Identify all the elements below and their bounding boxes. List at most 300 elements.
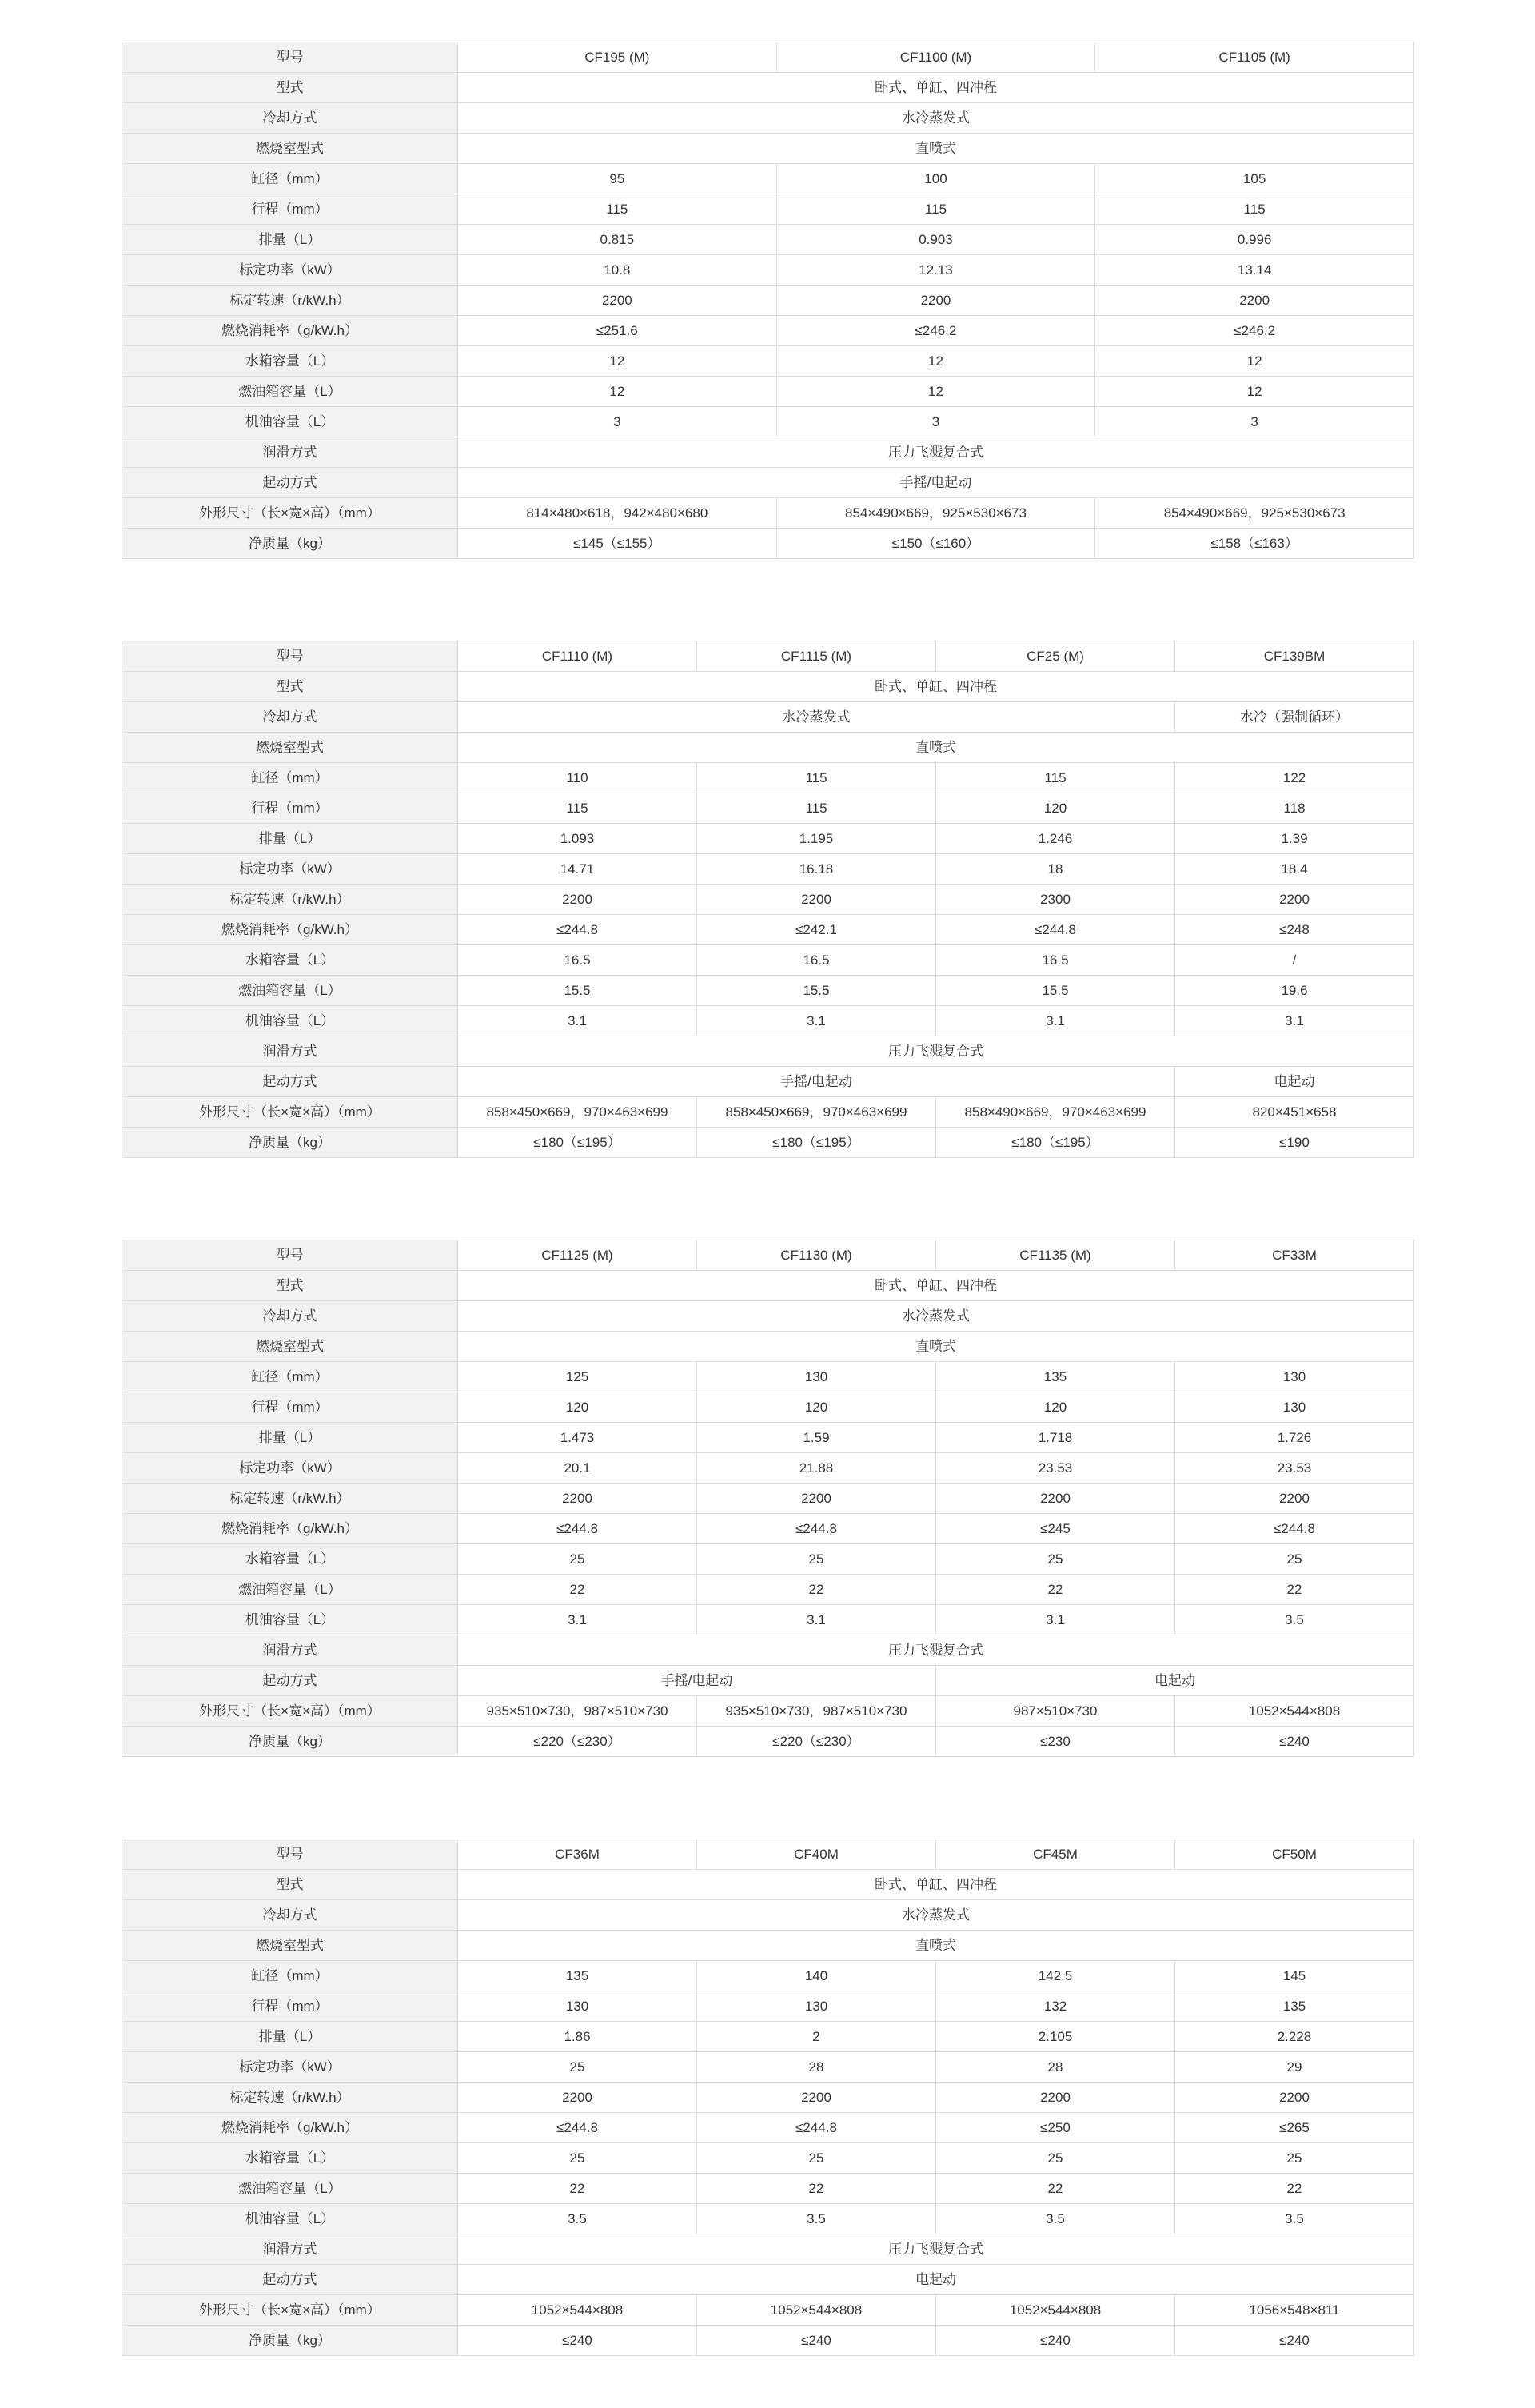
table-row: [122, 1332, 1414, 1362]
spec-cell: 120: [936, 1392, 1175, 1423]
spec-cell: 1.473: [458, 1423, 697, 1453]
spec-row-label: 排量（L）: [122, 824, 458, 854]
spec-cell: 1052×544×808: [1175, 1696, 1414, 1727]
spec-tables-container: [0, 42, 1535, 2356]
spec-row-label: 净质量（kg）: [122, 2326, 458, 2356]
spec-cell: ≤244.8: [1175, 1514, 1414, 1544]
spec-cell: 15.5: [936, 976, 1175, 1006]
spec-row-label: 净质量（kg）: [122, 529, 458, 559]
spec-row-label: 标定功率（kW）: [122, 1453, 458, 1484]
spec-cell: 115: [776, 194, 1095, 225]
spec-cell: ≤250: [936, 2113, 1175, 2143]
spec-row-label: 燃烧室型式: [122, 1931, 458, 1961]
spec-row-label: 外形尺寸（长×宽×高）（mm）: [122, 498, 458, 529]
table-row: [122, 346, 1414, 377]
spec-cell: 手摇/电起动: [458, 468, 1414, 498]
spec-cell: 3: [458, 407, 777, 437]
spec-cell: 0.815: [458, 225, 777, 255]
table-row: [122, 2083, 1414, 2113]
spec-row-label: 标定功率（kW）: [122, 854, 458, 885]
spec-cell: 3.5: [1175, 1605, 1414, 1635]
spec-cell: 12: [776, 377, 1095, 407]
spec-cell: 2200: [776, 286, 1095, 316]
spec-cell: CF45M: [936, 1839, 1175, 1870]
spec-row-label: 缸径（mm）: [122, 763, 458, 793]
spec-cell: 854×490×669，925×530×673: [1095, 498, 1414, 529]
spec-cell: 135: [458, 1961, 697, 1991]
spec-row-label: 标定功率（kW）: [122, 255, 458, 286]
spec-cell: 115: [458, 793, 697, 824]
spec-cell: 2200: [458, 885, 697, 915]
table-row: [122, 1423, 1414, 1453]
spec-cell: 28: [936, 2052, 1175, 2083]
spec-table: [122, 1839, 1414, 2356]
spec-cell: 2200: [936, 1484, 1175, 1514]
table-row: [122, 73, 1414, 103]
spec-cell: 987×510×730: [936, 1696, 1175, 1727]
spec-cell: 1056×548×811: [1175, 2295, 1414, 2326]
spec-cell: ≤220（≤230）: [697, 1727, 936, 1757]
spec-row-label: 燃烧室型式: [122, 733, 458, 763]
table-row: [122, 316, 1414, 346]
table-row: [122, 42, 1414, 73]
spec-row-label: 冷却方式: [122, 702, 458, 733]
spec-row-label: 起动方式: [122, 1666, 458, 1696]
table-row: [122, 672, 1414, 702]
table-row: [122, 1727, 1414, 1757]
table-row: [122, 945, 1414, 976]
spec-cell: 25: [936, 2143, 1175, 2174]
spec-row-label: 缸径（mm）: [122, 1961, 458, 1991]
spec-cell: CF1125 (M): [458, 1240, 697, 1271]
spec-cell: 19.6: [1175, 976, 1414, 1006]
table-row: [122, 2022, 1414, 2052]
spec-cell: 2200: [697, 885, 936, 915]
spec-row-label: 净质量（kg）: [122, 1128, 458, 1158]
spec-row-label: 排量（L）: [122, 2022, 458, 2052]
spec-cell: 125: [458, 1362, 697, 1392]
spec-cell: 25: [1175, 2143, 1414, 2174]
spec-cell: 12: [1095, 346, 1414, 377]
spec-row-label: 标定转速（r/kW.h）: [122, 1484, 458, 1514]
spec-cell: 18: [936, 854, 1175, 885]
spec-row-label: 水箱容量（L）: [122, 945, 458, 976]
spec-cell: 3.1: [458, 1006, 697, 1036]
spec-row-label: 起动方式: [122, 1067, 458, 1097]
spec-cell: ≤240: [458, 2326, 697, 2356]
spec-cell: 卧式、单缸、四冲程: [458, 1271, 1414, 1301]
spec-cell: ≤180（≤195）: [458, 1128, 697, 1158]
spec-cell: ≤244.8: [936, 915, 1175, 945]
spec-cell: 1.718: [936, 1423, 1175, 1453]
spec-cell: 2200: [1095, 286, 1414, 316]
spec-cell: ≤251.6: [458, 316, 777, 346]
table-row: [122, 2174, 1414, 2204]
spec-cell: 电起动: [458, 2265, 1414, 2295]
spec-table: [122, 42, 1414, 559]
spec-cell: 25: [936, 1544, 1175, 1575]
spec-row-label: 型号: [122, 641, 458, 672]
table-row: [122, 194, 1414, 225]
table-row: [122, 854, 1414, 885]
table-row: [122, 1362, 1414, 1392]
spec-cell: ≤245: [936, 1514, 1175, 1544]
spec-row-label: 净质量（kg）: [122, 1727, 458, 1757]
spec-row-label: 型式: [122, 73, 458, 103]
spec-cell: 100: [776, 164, 1095, 194]
table-row: [122, 1240, 1414, 1271]
spec-cell: ≤242.1: [697, 915, 936, 945]
table-row: [122, 976, 1414, 1006]
spec-cell: 3.1: [458, 1605, 697, 1635]
table-row: [122, 437, 1414, 468]
spec-row-label: 燃烧消耗率（g/kW.h）: [122, 2113, 458, 2143]
spec-cell: 3.1: [1175, 1006, 1414, 1036]
spec-cell: 卧式、单缸、四冲程: [458, 672, 1414, 702]
spec-cell: 22: [1175, 1575, 1414, 1605]
spec-cell: 130: [1175, 1392, 1414, 1423]
spec-cell: 23.53: [936, 1453, 1175, 1484]
spec-cell: ≤248: [1175, 915, 1414, 945]
spec-cell: 水冷（强制循环）: [1175, 702, 1414, 733]
spec-row-label: 水箱容量（L）: [122, 1544, 458, 1575]
table-row: [122, 407, 1414, 437]
spec-cell: ≤240: [697, 2326, 936, 2356]
spec-cell: 132: [936, 1991, 1175, 2022]
table-row: [122, 255, 1414, 286]
table-row: [122, 1605, 1414, 1635]
spec-cell: 2200: [458, 1484, 697, 1514]
spec-row-label: 机油容量（L）: [122, 1006, 458, 1036]
spec-cell: 1052×544×808: [697, 2295, 936, 2326]
spec-cell: 115: [1095, 194, 1414, 225]
spec-cell: 3.1: [936, 1006, 1175, 1036]
spec-row-label: 排量（L）: [122, 1423, 458, 1453]
table-row: [122, 1931, 1414, 1961]
spec-cell: 115: [458, 194, 777, 225]
spec-cell: CF50M: [1175, 1839, 1414, 1870]
spec-row-label: 型式: [122, 1271, 458, 1301]
table-row: [122, 1961, 1414, 1991]
table-row: [122, 1839, 1414, 1870]
spec-cell: 130: [697, 1362, 936, 1392]
spec-cell: 1.093: [458, 824, 697, 854]
spec-cell: 95: [458, 164, 777, 194]
spec-cell: 3.1: [936, 1605, 1175, 1635]
spec-cell: 130: [1175, 1362, 1414, 1392]
spec-cell: 1.726: [1175, 1423, 1414, 1453]
table-row: [122, 2052, 1414, 2083]
table-row: [122, 1392, 1414, 1423]
spec-cell: ≤244.8: [458, 2113, 697, 2143]
table-row: [122, 1666, 1414, 1696]
spec-cell: ≤244.8: [458, 915, 697, 945]
table-row: [122, 1900, 1414, 1931]
spec-cell: 压力飞溅复合式: [458, 1635, 1414, 1666]
spec-cell: ≤180（≤195）: [936, 1128, 1175, 1158]
spec-cell: ≤246.2: [1095, 316, 1414, 346]
table-row: [122, 1036, 1414, 1067]
spec-cell: 120: [697, 1392, 936, 1423]
spec-cell: 手摇/电起动: [458, 1067, 1175, 1097]
spec-row-label: 机油容量（L）: [122, 2204, 458, 2234]
spec-cell: 1052×544×808: [458, 2295, 697, 2326]
spec-cell: CF1135 (M): [936, 1240, 1175, 1271]
spec-row-label: 型号: [122, 42, 458, 73]
spec-cell: 15.5: [697, 976, 936, 1006]
spec-row-label: 燃烧室型式: [122, 1332, 458, 1362]
spec-cell: 16.18: [697, 854, 936, 885]
spec-cell: 25: [458, 2143, 697, 2174]
spec-row-label: 标定功率（kW）: [122, 2052, 458, 2083]
spec-cell: ≤240: [1175, 2326, 1414, 2356]
spec-cell: 电起动: [1175, 1067, 1414, 1097]
spec-cell: ≤244.8: [697, 1514, 936, 1544]
spec-cell: 卧式、单缸、四冲程: [458, 73, 1414, 103]
spec-cell: 2200: [697, 2083, 936, 2113]
spec-cell: ≤240: [936, 2326, 1175, 2356]
spec-cell: 25: [697, 1544, 936, 1575]
spec-cell: ≤220（≤230）: [458, 1727, 697, 1757]
spec-cell: CF40M: [697, 1839, 936, 1870]
spec-row-label: 燃油箱容量（L）: [122, 2174, 458, 2204]
spec-cell: 25: [458, 2052, 697, 2083]
spec-cell: /: [1175, 945, 1414, 976]
spec-cell: 820×451×658: [1175, 1097, 1414, 1128]
spec-cell: ≤145（≤155）: [458, 529, 777, 559]
spec-cell: CF33M: [1175, 1240, 1414, 1271]
spec-cell: 118: [1175, 793, 1414, 824]
spec-table-block: [122, 1240, 1413, 1757]
spec-cell: 直喷式: [458, 134, 1414, 164]
spec-cell: 22: [697, 1575, 936, 1605]
spec-cell: 12.13: [776, 255, 1095, 286]
spec-cell: 2200: [936, 2083, 1175, 2113]
table-row: [122, 1870, 1414, 1900]
spec-cell: 12: [458, 346, 777, 377]
spec-table: [122, 641, 1414, 1158]
table-row: [122, 377, 1414, 407]
table-row: [122, 2234, 1414, 2265]
table-row: [122, 1271, 1414, 1301]
spec-cell: 压力飞溅复合式: [458, 437, 1414, 468]
spec-cell: 135: [936, 1362, 1175, 1392]
spec-cell: 3.5: [936, 2204, 1175, 2234]
spec-table-block: [122, 1839, 1413, 2356]
spec-cell: 142.5: [936, 1961, 1175, 1991]
spec-cell: 858×450×669，970×463×699: [697, 1097, 936, 1128]
spec-cell: CF1115 (M): [697, 641, 936, 672]
spec-cell: 1.246: [936, 824, 1175, 854]
spec-cell: 29: [1175, 2052, 1414, 2083]
spec-cell: 3: [1095, 407, 1414, 437]
spec-cell: 145: [1175, 1961, 1414, 1991]
spec-cell: 手摇/电起动: [458, 1666, 936, 1696]
spec-cell: ≤240: [1175, 1727, 1414, 1757]
spec-cell: 22: [936, 2174, 1175, 2204]
spec-cell: 2.105: [936, 2022, 1175, 2052]
spec-cell: 105: [1095, 164, 1414, 194]
spec-cell: CF195 (M): [458, 42, 777, 73]
spec-cell: 12: [1095, 377, 1414, 407]
spec-row-label: 标定转速（r/kW.h）: [122, 2083, 458, 2113]
table-row: [122, 1128, 1414, 1158]
table-row: [122, 225, 1414, 255]
spec-cell: 22: [458, 2174, 697, 2204]
table-row: [122, 1067, 1414, 1097]
table-row: [122, 529, 1414, 559]
spec-cell: CF1100 (M): [776, 42, 1095, 73]
spec-cell: 1.59: [697, 1423, 936, 1453]
spec-table-block: [122, 42, 1413, 559]
spec-cell: 2200: [458, 2083, 697, 2113]
spec-table: [122, 1240, 1414, 1757]
spec-cell: 135: [1175, 1991, 1414, 2022]
spec-row-label: 水箱容量（L）: [122, 346, 458, 377]
spec-cell: 3.1: [697, 1006, 936, 1036]
spec-row-label: 行程（mm）: [122, 1392, 458, 1423]
table-row: [122, 1635, 1414, 1666]
spec-cell: 25: [458, 1544, 697, 1575]
spec-row-label: 型式: [122, 1870, 458, 1900]
spec-cell: 814×480×618，942×480×680: [458, 498, 777, 529]
table-row: [122, 1097, 1414, 1128]
spec-cell: 12: [776, 346, 1095, 377]
spec-cell: CF1105 (M): [1095, 42, 1414, 73]
spec-cell: 858×490×669，970×463×699: [936, 1097, 1175, 1128]
spec-cell: 3.5: [1175, 2204, 1414, 2234]
spec-cell: CF139BM: [1175, 641, 1414, 672]
spec-cell: 28: [697, 2052, 936, 2083]
spec-cell: CF36M: [458, 1839, 697, 1870]
spec-cell: 10.8: [458, 255, 777, 286]
spec-cell: 电起动: [936, 1666, 1414, 1696]
spec-cell: 2200: [458, 286, 777, 316]
spec-cell: 压力飞溅复合式: [458, 1036, 1414, 1067]
spec-cell: 1.195: [697, 824, 936, 854]
table-row: [122, 2143, 1414, 2174]
spec-cell: 23.53: [1175, 1453, 1414, 1484]
spec-cell: 115: [697, 793, 936, 824]
spec-cell: 直喷式: [458, 733, 1414, 763]
spec-row-label: 燃烧消耗率（g/kW.h）: [122, 915, 458, 945]
spec-cell: 14.71: [458, 854, 697, 885]
spec-cell: 22: [936, 1575, 1175, 1605]
spec-cell: 22: [697, 2174, 936, 2204]
spec-row-label: 外形尺寸（长×宽×高）（mm）: [122, 1097, 458, 1128]
table-row: [122, 2295, 1414, 2326]
spec-cell: 水冷蒸发式: [458, 1301, 1414, 1332]
spec-row-label: 润滑方式: [122, 437, 458, 468]
table-row: [122, 103, 1414, 134]
spec-cell: 935×510×730，987×510×730: [458, 1696, 697, 1727]
spec-row-label: 润滑方式: [122, 1036, 458, 1067]
spec-cell: 22: [458, 1575, 697, 1605]
table-row: [122, 134, 1414, 164]
spec-cell: 0.903: [776, 225, 1095, 255]
spec-cell: 3.5: [697, 2204, 936, 2234]
spec-cell: 120: [458, 1392, 697, 1423]
spec-cell: ≤158（≤163）: [1095, 529, 1414, 559]
spec-row-label: 行程（mm）: [122, 194, 458, 225]
table-row: [122, 1544, 1414, 1575]
spec-cell: 3.1: [697, 1605, 936, 1635]
spec-row-label: 燃烧消耗率（g/kW.h）: [122, 316, 458, 346]
spec-cell: 935×510×730，987×510×730: [697, 1696, 936, 1727]
spec-table-block: [122, 641, 1413, 1158]
spec-row-label: 外形尺寸（长×宽×高）（mm）: [122, 2295, 458, 2326]
spec-cell: 1052×544×808: [936, 2295, 1175, 2326]
spec-row-label: 型式: [122, 672, 458, 702]
spec-cell: 120: [936, 793, 1175, 824]
spec-row-label: 燃油箱容量（L）: [122, 377, 458, 407]
spec-cell: 卧式、单缸、四冲程: [458, 1870, 1414, 1900]
spec-cell: ≤180（≤195）: [697, 1128, 936, 1158]
spec-row-label: 标定转速（r/kW.h）: [122, 286, 458, 316]
table-row: [122, 2113, 1414, 2143]
spec-cell: 25: [1175, 1544, 1414, 1575]
spec-cell: 水冷蒸发式: [458, 103, 1414, 134]
table-row: [122, 468, 1414, 498]
spec-cell: 22: [1175, 2174, 1414, 2204]
table-row: [122, 2265, 1414, 2295]
spec-cell: 115: [697, 763, 936, 793]
spec-cell: 水冷蒸发式: [458, 1900, 1414, 1931]
spec-cell: 110: [458, 763, 697, 793]
spec-cell: 16.5: [458, 945, 697, 976]
table-row: [122, 885, 1414, 915]
spec-row-label: 起动方式: [122, 2265, 458, 2295]
table-row: [122, 2326, 1414, 2356]
spec-cell: 13.14: [1095, 255, 1414, 286]
spec-cell: 16.5: [936, 945, 1175, 976]
spec-cell: ≤190: [1175, 1128, 1414, 1158]
spec-cell: 2: [697, 2022, 936, 2052]
spec-cell: 0.996: [1095, 225, 1414, 255]
spec-cell: 1.86: [458, 2022, 697, 2052]
spec-cell: 水冷蒸发式: [458, 702, 1175, 733]
spec-row-label: 缸径（mm）: [122, 1362, 458, 1392]
spec-cell: 21.88: [697, 1453, 936, 1484]
spec-cell: 12: [458, 377, 777, 407]
table-row: [122, 1696, 1414, 1727]
table-row: [122, 1453, 1414, 1484]
spec-cell: 115: [936, 763, 1175, 793]
spec-cell: 2200: [1175, 2083, 1414, 2113]
table-row: [122, 286, 1414, 316]
table-row: [122, 641, 1414, 672]
spec-cell: 2.228: [1175, 2022, 1414, 2052]
spec-cell: ≤246.2: [776, 316, 1095, 346]
spec-cell: 直喷式: [458, 1332, 1414, 1362]
spec-cell: 858×450×669，970×463×699: [458, 1097, 697, 1128]
spec-cell: CF25 (M): [936, 641, 1175, 672]
table-row: [122, 915, 1414, 945]
spec-cell: 130: [458, 1991, 697, 2022]
spec-row-label: 行程（mm）: [122, 1991, 458, 2022]
spec-row-label: 冷却方式: [122, 1301, 458, 1332]
spec-row-label: 外形尺寸（长×宽×高）（mm）: [122, 1696, 458, 1727]
spec-row-label: 燃烧消耗率（g/kW.h）: [122, 1514, 458, 1544]
table-row: [122, 733, 1414, 763]
table-row: [122, 2204, 1414, 2234]
spec-cell: 20.1: [458, 1453, 697, 1484]
spec-cell: 3: [776, 407, 1095, 437]
spec-cell: 18.4: [1175, 854, 1414, 885]
spec-cell: CF1110 (M): [458, 641, 697, 672]
spec-cell: 854×490×669，925×530×673: [776, 498, 1095, 529]
table-row: [122, 1484, 1414, 1514]
